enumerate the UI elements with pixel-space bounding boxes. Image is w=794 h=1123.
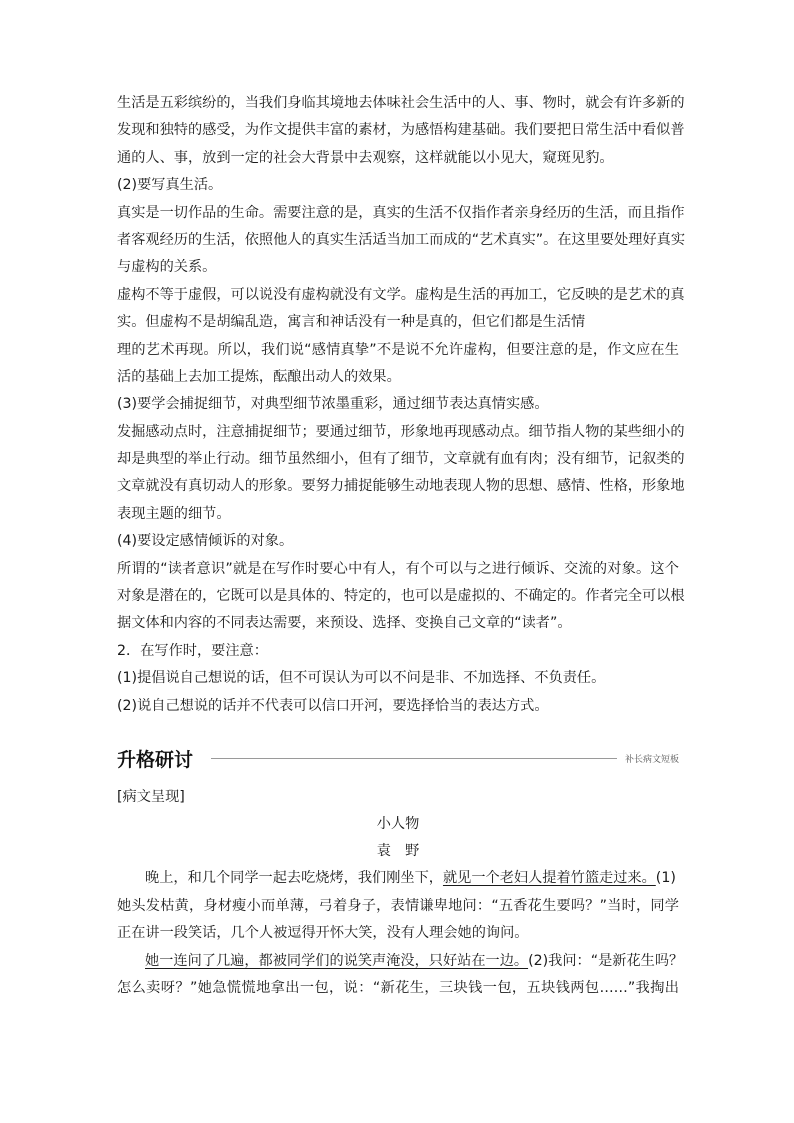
body-line: 发掘感动点时，注意捕捉细节；要通过细节，形象地再现感动点。细节指人物的某些细小的 xyxy=(117,423,685,440)
essay-label: [病文呈现] xyxy=(117,788,185,805)
body-line: 真实是一切作品的生命。需要注意的是，真实的生活不仅指作者亲身经历的生活，而且指作 xyxy=(117,204,685,221)
body-line: 与虚构的关系。 xyxy=(117,259,217,276)
body-line: 生活是五彩缤纷的，当我们身临其境地去体味社会生活中的人、事、物时，就会有许多新的 xyxy=(117,95,685,111)
body-line: 实。但虚构不是胡编乱造，寓言和神话没有一种是真的，但它们都是生活情 xyxy=(117,314,586,331)
body-line: 理的艺术再现。所以，我们说“感情真挚”不是说不允许虚构，但要注意的是，作文应在生 xyxy=(117,341,679,358)
essay-text: (2)我问：“是新花生吗？ xyxy=(528,952,684,969)
underlined-sentence: 就见一个老妇人提着竹篮走过来。 xyxy=(442,870,656,887)
essay-line: 怎么卖呀？”她急慌慌地拿出一包，说：“新花生，三块钱一包，五块钱两包……”我掏出 xyxy=(117,979,679,996)
subheading-line: (4)要设定感情倾诉的对象。 xyxy=(117,533,294,550)
body-line: 者客观经历的生活，依照他人的真实生活适当加工而成的“艺术真实”。在这里要处理好真实 xyxy=(117,231,686,248)
body-line: 表现主题的细节。 xyxy=(117,505,231,522)
annotation-marker: (1) xyxy=(655,870,676,887)
body-line: 活的基础上去加工提炼，酝酿出动人的效果。 xyxy=(117,368,401,385)
essay-line xyxy=(117,865,679,892)
subheading-line: (3)要学会捕捉细节，对典型细节浓墨重彩，通过细节表达真情实感。 xyxy=(117,396,549,413)
body-line: 通的人、事，放到一定的社会大背景中去观察，这样就能以小见大，窥斑见豹。 xyxy=(117,149,614,166)
body-line: 据文体和内容的不同表达需要，来预设、选择、变换自己文章的“读者”。 xyxy=(117,615,572,632)
essay-author: 袁 野 xyxy=(376,843,420,860)
document-page xyxy=(117,90,686,1002)
body-line: (2)说自己想说的话并不代表可以信口开河，要选择恰当的表达方式。 xyxy=(117,697,549,714)
section-divider xyxy=(211,758,617,759)
body-line: 对象是潜在的，它既可以是具体的、特定的，也可以是虚拟的、不确定的。作者完全可以根 xyxy=(117,588,685,605)
body-line: 发现和独特的感受，为作文提供丰富的素材，为感悟构建基础。我们要把日常生活中看似普 xyxy=(117,122,685,139)
essay-title: 小人物 xyxy=(376,816,420,833)
underlined-sentence: 她一连问了几遍，都被同学们的说笑声淹没，只好站在一边。 xyxy=(145,952,529,969)
body-line: (1)提倡说自己想说的话，但不可误认为可以不问是非、不加选择、不负责任。 xyxy=(117,670,606,687)
section-header xyxy=(117,744,679,774)
essay-line xyxy=(117,948,684,975)
body-line: 所谓的“读者意识”就是在写作时要心中有人，有个可以与之进行倾诉、交流的对象。这个 xyxy=(117,560,679,577)
essay-line: 她头发枯黄，身材瘦小而单薄，弓着身子，表情谦卑地问：“五香花生要吗？”当时，同学 xyxy=(117,897,679,914)
body-line: 文章就没有真切动人的形象。要努力捕捉能够生动地表现人物的思想、感情、性格，形象地 xyxy=(117,478,685,495)
section-subtitle: 补长病文短板 xyxy=(624,755,679,766)
body-line: 却是典型的举止行动。细节虽然细小，但有了细节，文章就有血有肉；没有细节，记叙类的 xyxy=(117,451,685,468)
section-title: 升格研讨 xyxy=(117,749,194,772)
essay-line: 正在讲一段笑话，几个人被逗得开怀大笑，没有人理会她的询问。 xyxy=(117,925,529,942)
essay-text: 晚上，和几个同学一起去吃烧烤，我们刚坐下， xyxy=(145,870,443,887)
body-line: 虚构不等于虚假，可以说没有虚构就没有文学。虚构是生活的再加工，它反映的是艺术的真 xyxy=(117,286,685,303)
numbered-heading: 2．在写作时，要注意： xyxy=(117,642,268,659)
subheading-line: (2)要写真生活。 xyxy=(117,177,223,194)
